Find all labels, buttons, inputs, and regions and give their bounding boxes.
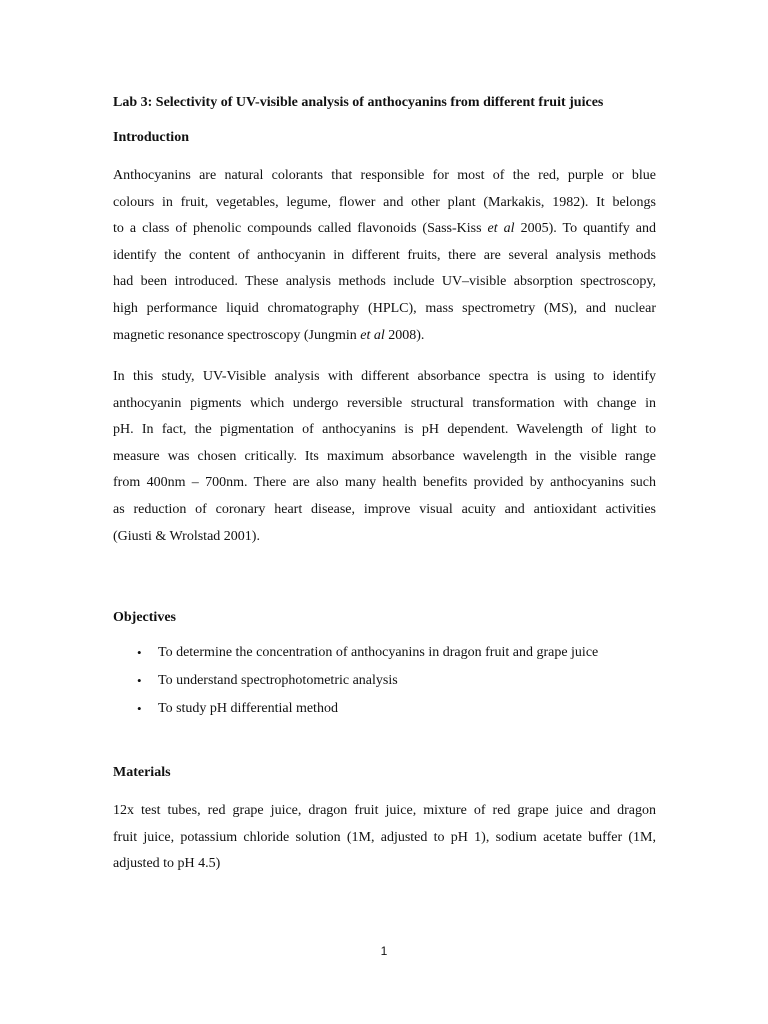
text-line: from 400nm – 700nm. There are also many health benefits provided by anthocyanins such — [113, 475, 656, 491]
text-run: magnetic resonance spectroscopy (Jungmin — [113, 327, 361, 343]
text-run: to a class of phenolic compounds called flavonoids (Sass-Kiss — [113, 221, 488, 237]
list-item-text: To understand spectrophotometric analysis — [158, 673, 398, 688]
text-line: (Giusti & Wrolstad 2001). — [113, 528, 260, 544]
text-run: 2008). — [384, 327, 425, 343]
bullet-icon: • — [137, 673, 142, 688]
text-line: 12x test tubes, red grape juice, dragon fruit juice, mixture of red grape juice and dragon — [113, 803, 656, 818]
text-line: high performance liquid chromatography (HPLC), mass spectrometry (MS), and nuclear — [113, 300, 656, 316]
introduction-paragraph-1 — [113, 163, 656, 349]
text-line: had been introduced. These analysis methods include UV–visible absorption spectroscopy, — [113, 274, 656, 290]
text-line: colours in fruit, vegetables, legume, flower and other plant (Markakis, 1982). It belongs — [113, 194, 656, 210]
text-line: measure was chosen critically. Its maximum absorbance wavelength in the visible range — [113, 448, 656, 464]
text-line: In this study, UV-Visible analysis with different absorbance spectra is using to identify — [113, 369, 656, 384]
text-run: 2005). To quantify and — [514, 221, 656, 237]
text-line — [113, 216, 656, 243]
text-line: anthocyanin pigments which undergo reversible structural transformation with change in — [113, 395, 656, 411]
materials-paragraph — [113, 798, 656, 878]
bullet-icon: • — [137, 645, 142, 660]
page-number: 1 — [380, 944, 388, 958]
text-line: pH. In fact, the pigmentation of anthocyanins is pH dependent. Wavelength of light to — [113, 422, 656, 438]
list-item-text: To determine the concentration of anthocyanins in dragon fruit and grape juice — [158, 645, 599, 660]
bullet-icon: • — [137, 701, 142, 716]
text-line — [113, 323, 656, 350]
objectives-heading: Objectives — [113, 610, 176, 625]
italic-run: et al — [487, 221, 515, 237]
text-line: identify the content of anthocyanin in different fruits, there are several analysis methods — [113, 247, 656, 263]
text-line: Anthocyanins are natural colorants that responsible for most of the red, purple or blue — [113, 168, 656, 183]
italic-run: et al — [360, 327, 385, 343]
introduction-heading: Introduction — [113, 130, 189, 145]
list-item-text: To study pH differential method — [158, 701, 338, 716]
text-line: as reduction of coronary heart disease, improve visual acuity and antioxidant activities — [113, 501, 656, 517]
text-line: adjusted to pH 4.5) — [113, 856, 221, 872]
materials-heading: Materials — [113, 765, 171, 780]
introduction-paragraph-2 — [113, 364, 656, 550]
text-line: fruit juice, potassium chloride solution (1M, adjusted to pH 1), sodium acetate buffer (1M, — [113, 829, 656, 845]
document-title: Lab 3: Selectivity of UV-visible analysis of anthocyanins from different fruit juices — [113, 95, 604, 110]
